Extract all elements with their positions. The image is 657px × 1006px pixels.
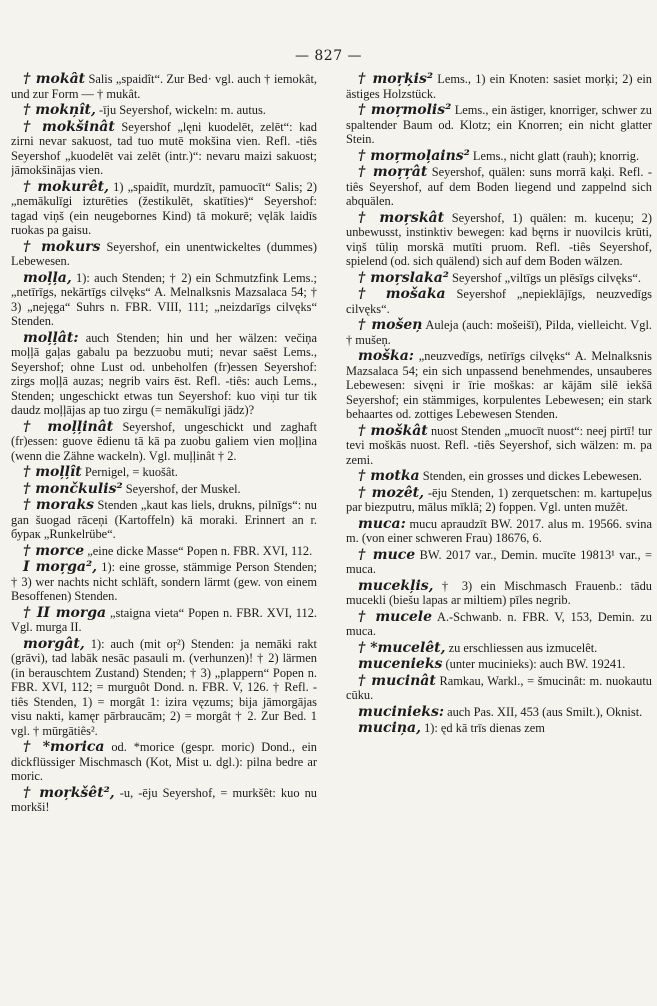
- dictionary-entry: [11, 740, 317, 784]
- entry-headword: † muce: [358, 546, 416, 563]
- entry-text: 1): auch (mit oŗ²) Stenden: ja nemāki rakt (grāvi), tad labāk nesāc pasauli m. (verhunzen)! † 2) lärmen (in berauschtem Zustand) Stenden; † 3) „plappern“ Popen n. FBR. XVI, 112; = murguôt Dond. n. FBR. V, 126. † Refl. -tiês Stenden, 1) = morgât 1: izira vęzums; bija jāmorgājas visu nakti, kamęr pārbraucām; 2) = morgât † 2. Zur Bed. 1 vgl. † mūrgātiês².: [11, 636, 317, 738]
- dictionary-entry: [11, 544, 317, 559]
- entry-text: Pernigel, = kuošât.: [81, 465, 178, 479]
- entry-headword: † mošeņ: [358, 317, 423, 333]
- entry-headword: † mokņît,: [23, 102, 96, 118]
- dictionary-entry: [346, 165, 652, 209]
- entry-headword: morgât,: [23, 635, 85, 652]
- right-column: [346, 72, 652, 997]
- entry-text: Lems., nicht glatt (rauh); knorrig.: [469, 148, 640, 163]
- entry-headword: mucinieks:: [358, 703, 444, 720]
- entry-headword: † morce: [23, 542, 85, 559]
- dictionary-entry: [346, 548, 652, 577]
- dictionary-entry: [11, 606, 317, 635]
- entry-headword: † moŗmolis²: [358, 102, 452, 118]
- entry-text: Seyershof, der Muskel.: [122, 481, 241, 496]
- entry-headword: † mucinât: [358, 672, 436, 689]
- entry-headword: † mokurs: [23, 238, 101, 255]
- entry-text: 1): auch Stenden; † 2) ein Schmutzfink Lems.; „netīrīgs, nekārtīgs cilvęks“ A. Melnalksnis Mazsalaca 54; † 3) „nejęga“ Suhrs n. FBR. VIII, 111; „neizdarīgs cilvęks“ Stenden.: [11, 270, 317, 328]
- dictionary-entry: [11, 240, 317, 269]
- entry-text: Seyershof „viltīgs un plēsīgs cilvęks“.: [448, 270, 641, 285]
- entry-text: nuost Stenden „muocīt nuost“: neej pirtī! tur tevi moškās nuost. Refl. -tiês Seyershof, sich wälzen: m. pa zemi.: [346, 423, 652, 467]
- entry-text: Ramkau, Warkl., = šmucinât: m. nuokautu cūku.: [346, 673, 652, 702]
- entry-text: -u, -ēju Seyershof, = murkšêt: kuo nu morkši!: [11, 785, 317, 814]
- entry-text: Lems., 1) ein Knoten: sasiet morķi; 2) ein ästiges Holzstück.: [346, 72, 652, 101]
- entry-text: od. *morice (gespr. moric) Dond., ein dickflüssiger Mischmasch (Kot, Mist u. dgl.): pilna bedre ar moric.: [11, 740, 317, 783]
- entry-text: zu erschliessen aus izmucelêt.: [445, 640, 598, 655]
- entry-headword: moška:: [358, 348, 414, 364]
- entry-text: „staigna vieta“ Popen n. FBR. XVI, 112. Vgl. murga II.: [11, 605, 317, 634]
- dictionary-entry: [11, 465, 317, 480]
- dictionary-entry: [346, 579, 652, 608]
- entry-text: BW. 2017 var., Demin. mucīte 19813¹ var., = muca.: [346, 547, 652, 576]
- entry-headword: † moļļinât: [23, 418, 114, 435]
- entry-text: Seyershof „lęni kuodelēt, zelēt“: kad zirni nevar sakuost, tad tuo mutē mokšina vien. Refl. -tiês Seyershof „kuodelēt vai zelēt (intr.)“: nevaru maizi sakuost; jāmokšinājas vien.: [11, 119, 317, 177]
- entry-text: -ēju Stenden, 1) zerquetschen: m. kartupeļus par biezputru, mālus mīklā; 2) foppen. Vgl. unten mužêt.: [346, 485, 652, 514]
- dictionary-entry: [11, 786, 317, 815]
- entry-headword: mucenieks: [358, 656, 443, 672]
- dictionary-entry: [346, 705, 652, 720]
- dictionary-entry: [11, 331, 317, 418]
- dictionary-entry: [346, 641, 652, 656]
- entry-text: Seyershof, 1) quälen: m. kuceņu; 2) unbewusst, instinktiv bewegen: kad bęrns ir nuovilcis krūti, viņš tūliņ morskā mutīti pruom. Refl. -tiês Seyershof, spielend (od. sich quälend) sich auf dem Boden wälzen.: [346, 210, 652, 268]
- dictionary-entry: [346, 349, 652, 422]
- entry-text: Seyershof, quälen: suns morrā kaķi. Refl. -tiês Seyershof, auf dem Boden liegend und zappelnd sich abquälen.: [346, 165, 652, 208]
- entry-headword: † moŗslaka²: [358, 269, 449, 286]
- entry-headword: † *mucelêt,: [358, 639, 446, 656]
- entry-headword: † moŗmoļains²: [358, 147, 470, 164]
- entry-headword: † mokšinât: [23, 118, 115, 135]
- entry-headword: † mošaka: [358, 286, 446, 302]
- entry-text: Seyershof, ungeschickt und zaghaft (fr)essen: guove ēdienu tā kā pa zuobu galiem vien moļļina (wenn die Zähne wackeln). Vgl. muļļinât † 2.: [11, 419, 317, 463]
- left-column: [11, 72, 317, 997]
- entry-text: Seyershof „nepieklājīgs, neuzvedīgs cilvęks“.: [346, 287, 652, 316]
- entry-headword: † moŗŗât: [358, 164, 428, 180]
- dictionary-entry: [11, 637, 317, 739]
- entry-text: Auleja (auch: mošeišī), Pilda, vielleicht. Vgl. † mušeņ.: [346, 318, 652, 347]
- dictionary-entry: [346, 610, 652, 639]
- entry-text: Lems., ein ästiger, knorriger, schwer zu spaltender Baum od. Klotz; ein Knorren; ein nicht glatter Stein.: [346, 103, 652, 146]
- entry-text: 1): ęd kā trīs dienas zem: [420, 721, 545, 735]
- dictionary-entry: [11, 560, 317, 604]
- dictionary-entry: [346, 103, 652, 147]
- dictionary-entry: [346, 674, 652, 703]
- entry-headword: moļļât:: [23, 329, 79, 346]
- dictionary-entry: [346, 149, 652, 164]
- entry-headword: mucekl̦is,: [358, 577, 434, 594]
- entry-text: Stenden, ein grosses und dickes Lebewesen.: [419, 469, 642, 483]
- dictionary-entry: [346, 271, 652, 286]
- dictionary-entry: [11, 120, 317, 178]
- dictionary-entry: [346, 721, 652, 736]
- entry-headword: † moškât: [358, 422, 428, 439]
- entry-text: (unter mucinieks): auch BW. 19241.: [442, 657, 626, 671]
- entry-headword: moļļa,: [23, 269, 72, 286]
- entry-headword: † motka: [358, 468, 420, 484]
- entry-text: auch Pas. XII, 453 (aus Smilt.), Oknist.: [444, 704, 643, 719]
- entry-text: † 3) ein Mischmasch Frauenb.: tādu mucekli (biešu lapas ar miltiem) pīles negrib.: [346, 578, 652, 607]
- entry-headword: † moŗskât: [358, 209, 445, 226]
- entry-headword: † mončkulis²: [23, 480, 123, 497]
- dictionary-entry: [11, 72, 317, 101]
- dictionary-entry: [346, 469, 652, 484]
- entry-text: 1) „spaidīt, murdzīt, pamuocīt“ Salis; 2) „nemākulīgi izturēties (žestikulēt, skatīties)“ Seyershof: tagad viņš (ein neugebornes Kind) tā mokurē; vęlāk laidīs ruokas pa gaisu.: [11, 179, 317, 237]
- entry-headword: † mucele: [358, 608, 433, 625]
- entry-text: Salis „spaidît“. Zur Bed· vgl. auch † iemokât, und zur Form — † mukât.: [11, 72, 317, 101]
- dictionary-entry: [11, 498, 317, 542]
- dictionary-entry: [346, 517, 652, 546]
- entry-text: Seyershof, ein unentwickeltes (dummes) Lebewesen.: [11, 239, 317, 268]
- dictionary-entry: [11, 420, 317, 464]
- dictionary-entry: [346, 72, 652, 101]
- entry-headword: † moļļît: [23, 464, 82, 480]
- dictionary-entry: [346, 657, 652, 672]
- entry-headword: muciņa,: [358, 720, 421, 736]
- entry-text: 1): eine grosse, stämmige Person Stenden; † 3) wer nachts nicht schläft, sondern lärmt (gew. von einem Besoffenen) Stenden.: [11, 560, 317, 603]
- dictionary-entry: [346, 211, 652, 269]
- page-number: — 827 —: [294, 48, 363, 64]
- dictionary-entry: [11, 103, 317, 118]
- entry-headword: † moŗkšêt²,: [23, 784, 115, 801]
- entry-headword: † *morica: [23, 739, 105, 755]
- entry-headword: muca:: [358, 515, 406, 532]
- dictionary-entry: [346, 486, 652, 515]
- entry-headword: † mokât: [23, 72, 86, 87]
- entry-headword: † moŗķis²: [358, 72, 434, 87]
- entry-headword: † II morga: [23, 604, 107, 621]
- dictionary-entry: [346, 424, 652, 468]
- entry-headword: I moŗga²,: [23, 559, 97, 575]
- entry-text: A.-Schwanb. n. FBR. V, 153, Demin. zu muca.: [346, 609, 652, 638]
- entry-text: Stenden „kaut kas liels, drukns, pilnīgs“: nu gan šuogad rāceņi (Kartoffeln) kā moraki. Erinnert an r. бурак „Runkelrübe“.: [11, 498, 317, 541]
- dictionary-entry: [11, 482, 317, 497]
- entry-text: auch Stenden; hin und her wälzen: večiņa moļļā gaļas gabalu pa bezzuobu muti; nevar saēst Lems., Seyershof; ohne Lust od. unbeholfen (fr)essen Seyershof: zirgs moļļā auzas; negrib vairs ēst. Refl. -tiês: auch Lems., Stenden; ungeschickt etwas tun Seyershof: kuo viņi tur tik daudz moļļājas ap tuo zirgu (= nemākulīgi jādz)?: [11, 330, 317, 417]
- entry-headword: † mozêt,: [358, 484, 424, 501]
- dictionary-entry: [346, 287, 652, 316]
- entry-text: „neuzvedīgs, netīrīgs cilvęks“ A. Melnalksnis Mazsalaca 54; ein sich unpassend benehmendes, unsauberes Lebewesen: sivęni ir īrie moškas: ar kājām silē iekšā Seyershof; ein stämmiges, korpulentes Lebewesen; ein stark behaartes od. zottiges Lebewesen Stenden.: [346, 349, 652, 421]
- entry-headword: † moraks: [23, 497, 95, 513]
- dictionary-entry: [11, 180, 317, 238]
- entry-text: „eine dicke Masse“ Popen n. FBR. XVI, 112.: [84, 543, 313, 558]
- dictionary-entry: [11, 271, 317, 329]
- entry-text: -īju Seyershof, wickeln: m. autus.: [95, 103, 266, 117]
- entry-headword: † mokurêt,: [23, 178, 109, 195]
- dictionary-entry: [346, 318, 652, 347]
- entry-text: mucu apraudzīt BW. 2017. alus m. 19566. svina m. (von einer schweren Frau) 18676, 6.: [346, 516, 652, 545]
